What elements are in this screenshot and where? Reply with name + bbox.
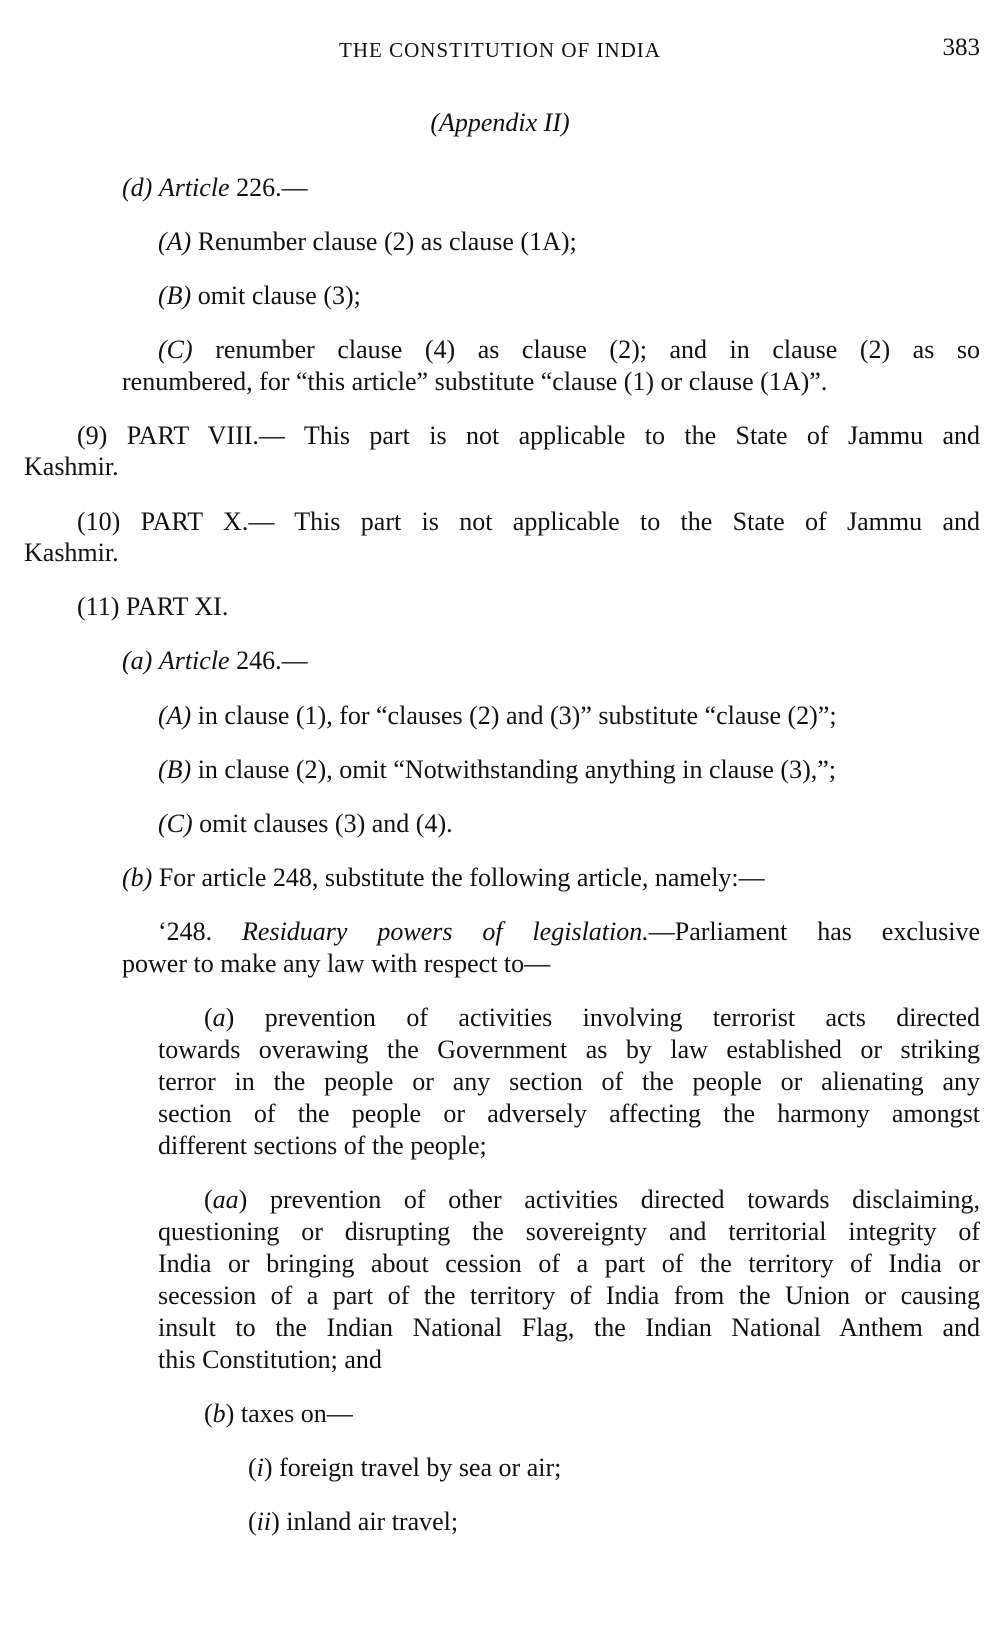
item-aa-line1: (aa) prevention of other activities directed towards disclaiming, [204, 1185, 980, 1214]
article-number: 226.— [229, 173, 308, 202]
clause-marker: (B) [158, 755, 192, 784]
substitute-article-248 [122, 862, 980, 894]
clause-marker: (A) [158, 227, 192, 256]
clause-text: omit clauses (3) and (4). [192, 809, 453, 838]
appendix-label: (Appendix II) [430, 108, 570, 137]
clause-text: in clause (1), for “clauses (2) and (3)” substitute “clause (2)”; [191, 701, 837, 730]
item-marker: ii [256, 1507, 272, 1536]
item-text: prevention of other activities directed towards disclaiming, [247, 1185, 980, 1214]
article-248-text: —Parliament has exclusive [648, 917, 980, 946]
clause-246-b [158, 754, 980, 786]
item-aa-line2: questioning or disrupting the sovereignty and territorial integrity of [158, 1217, 980, 1246]
item-a-line1: (a) prevention of activities involving terrorist acts directed [204, 1003, 980, 1032]
item-marker: (b) [122, 863, 153, 892]
clause-marker: (B) [158, 281, 192, 310]
clause-marker: (C) [158, 335, 193, 364]
item-marker: (d) [122, 173, 153, 202]
part-x-line2: Kashmir. [24, 538, 119, 567]
item-aa-line3: India or bringing about cession of a part of the territory of India or [158, 1249, 980, 1278]
item-a-line5: different sections of the people; [158, 1131, 487, 1160]
substitute-text: For article 248, substitute the following article, namely:— [152, 863, 765, 892]
part-xi-heading: (11) PART XI. [77, 592, 229, 621]
item-marker: aa [212, 1185, 239, 1214]
item-marker: (a) [122, 646, 153, 675]
item-aa-line5: insult to the Indian National Flag, the Indian National Anthem and [158, 1313, 980, 1342]
page-number: 383 [942, 34, 980, 61]
item-text: prevention of activities involving terrorist acts directed [234, 1003, 980, 1032]
clause-226-c-line1 [158, 334, 980, 366]
item-a-line4: section of the people or adversely affecting the harmony amongst [158, 1099, 980, 1128]
clause-marker: (A) [158, 701, 192, 730]
heading-article-226 [122, 172, 980, 204]
part-x-line1: (10) PART X.— This part is not applicable to the State of Jammu and [77, 507, 980, 536]
item-text: foreign travel by sea or air; [272, 1453, 562, 1482]
item-b: (b) taxes on— [204, 1399, 353, 1428]
item-a-line2: towards overawing the Government as by law established or striking [158, 1035, 980, 1064]
running-header: THE CONSTITUTION OF INDIA [339, 38, 661, 62]
article-248-line2: power to make any law with respect to— [122, 949, 551, 978]
article-248-heading: Residuary powers of legislation. [242, 917, 649, 946]
item-marker: a [212, 1003, 226, 1032]
clause-246-c [158, 808, 980, 840]
article-248-prefix: ‘248. [158, 917, 243, 946]
item-b-ii: (ii) inland air travel; [248, 1507, 459, 1536]
clause-226-b [158, 280, 980, 312]
clause-text: in clause (2), omit “Notwithstanding anything in clause (3),”; [191, 755, 836, 784]
item-marker: b [212, 1399, 226, 1428]
article-248-line1 [158, 916, 980, 948]
clause-text: Renumber clause (2) as clause (1A); [191, 227, 577, 256]
clause-226-a [158, 226, 980, 258]
item-a-line3: terror in the people or any section of the people or alienating any [158, 1067, 980, 1096]
part-viii-line1: (9) PART VIII.— This part is not applicable to the State of Jammu and [77, 421, 980, 450]
item-text: taxes on— [234, 1399, 353, 1428]
clause-marker: (C) [158, 809, 193, 838]
item-b-i: (i) foreign travel by sea or air; [248, 1453, 562, 1482]
clause-text: renumber clause (4) as clause (2); and in clause (2) as so [192, 335, 980, 364]
clause-text: omit clause (3); [191, 281, 361, 310]
heading-article-246 [122, 645, 980, 677]
article-word: Article [158, 173, 230, 202]
item-aa-line6: this Constitution; and [158, 1345, 382, 1374]
item-aa-line4: secession of a part of the territory of India from the Union or causing [158, 1281, 980, 1310]
part-viii-line2: Kashmir. [24, 452, 119, 481]
item-text: inland air travel; [279, 1507, 459, 1536]
item-marker: i [256, 1453, 264, 1482]
article-number: 246.— [229, 646, 308, 675]
clause-246-a [158, 700, 980, 732]
article-word: Article [158, 646, 230, 675]
clause-226-c-line2: renumbered, for “this article” substitute “clause (1) or clause (1A)”. [122, 367, 828, 396]
